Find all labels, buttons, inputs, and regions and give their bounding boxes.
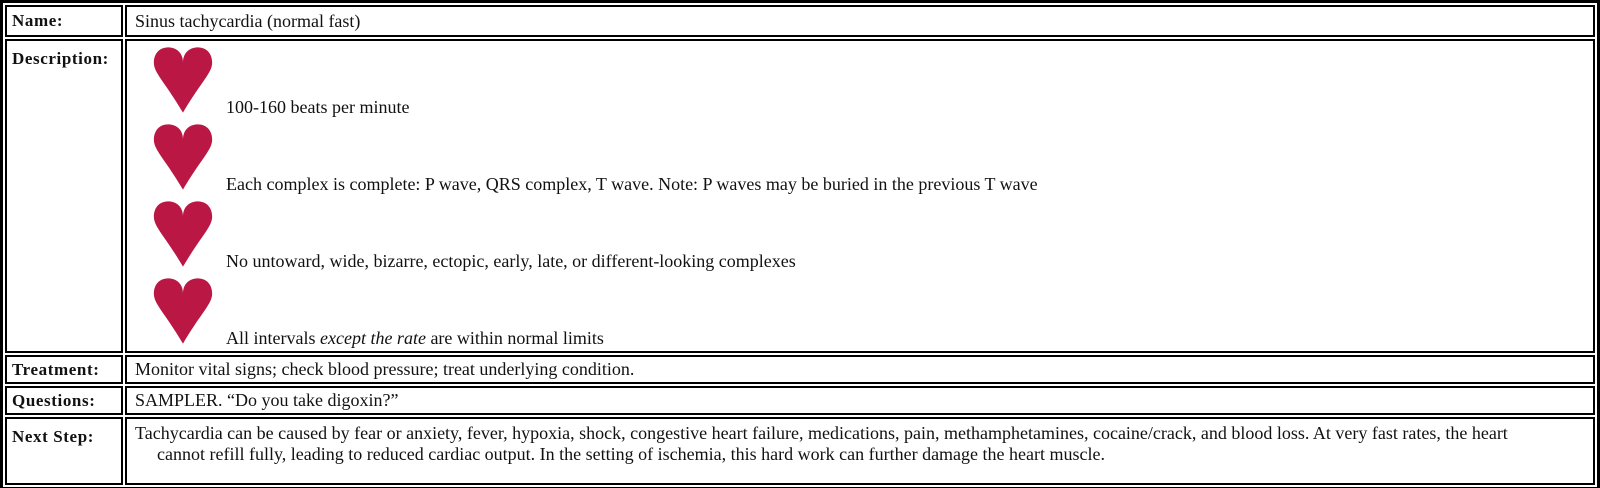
name-row-label: Name: xyxy=(5,5,123,37)
row-name xyxy=(5,5,1595,37)
description-item-text xyxy=(226,328,604,349)
heart-icon xyxy=(152,199,214,269)
name-row-value: Sinus tachycardia (normal fast) xyxy=(125,5,1595,37)
questions-row-value: SAMPLER. “Do you take digoxin?” xyxy=(125,386,1595,415)
treatment-row-value: Monitor vital signs; check blood pressure; treat underlying condition. xyxy=(125,355,1595,384)
description-row-label: Description: xyxy=(5,39,123,353)
description-item xyxy=(152,120,1585,197)
next-step-row-label: Next Step: xyxy=(5,417,123,485)
description-item-text-pre: All intervals xyxy=(226,328,320,348)
description-item-text: No untoward, wide, bizarre, ectopic, early, late, or different-looking complexes xyxy=(226,251,796,271)
description-item-text-post: are within normal limits xyxy=(425,328,604,348)
heart-icon xyxy=(152,276,214,346)
next-step-row-value: Tachycardia can be caused by fear or anxiety, fever, hypoxia, shock, congestive heart failure, medications, pain, methamphetamines, cocaine/crack, and blood loss. At very fast rates, the heart cannot refill fully, leading to reduced cardiac output. In the setting of ischemia, this hard work can further damage the heart muscle. xyxy=(125,417,1595,485)
row-questions xyxy=(5,386,1595,415)
description-row-value xyxy=(125,39,1595,353)
row-treatment xyxy=(5,355,1595,384)
row-description xyxy=(5,39,1595,353)
description-item-text-italic: except the rate xyxy=(319,328,426,348)
row-next-step xyxy=(5,417,1595,485)
questions-row-label: Questions: xyxy=(5,386,123,415)
description-item xyxy=(152,274,1585,351)
heart-icon xyxy=(152,45,214,115)
description-item xyxy=(152,197,1585,274)
description-item-text: Each complex is complete: P wave, QRS complex, T wave. Note: P waves may be buried in the previous T wave xyxy=(226,174,1038,194)
description-item-text: 100-160 beats per minute xyxy=(226,97,410,117)
treatment-row-label: Treatment: xyxy=(5,355,123,384)
description-item xyxy=(152,43,1585,120)
heart-icon xyxy=(152,122,214,192)
